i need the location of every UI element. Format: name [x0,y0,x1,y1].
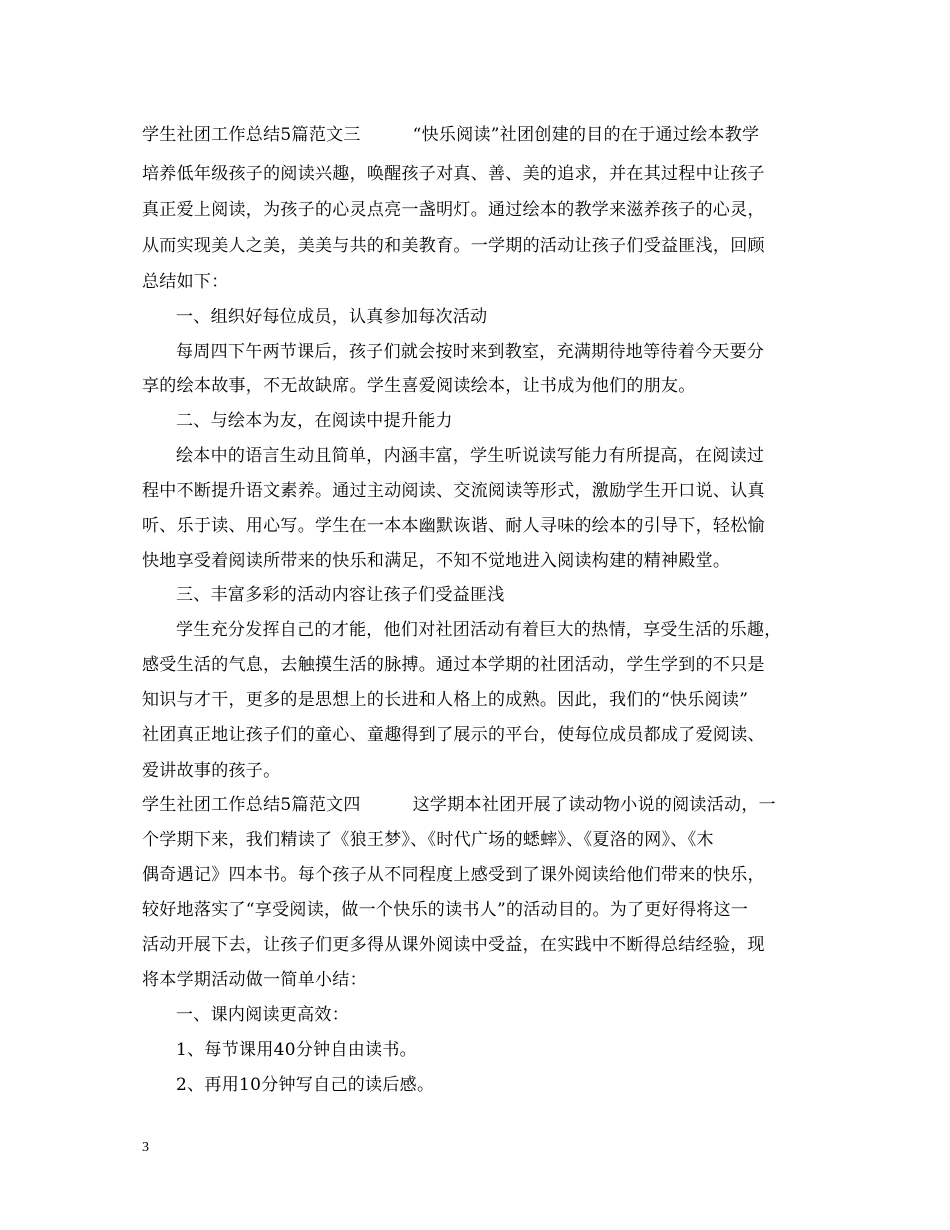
page-number: 3 [142,1140,149,1155]
list-item: 1、每节课用40分钟自由读书。 [176,1040,417,1060]
text-line: 学生社团工作总结5篇范文四 这学期本社团开展了读动物小说的阅读活动，一 [142,795,776,815]
text-line: 个学期下来，我们精读了《狼王梦》、《时代广场的蟋蟀》、《夏洛的网》、《木 [142,830,714,850]
text-line: 享的绘本故事，不无故缺席。学生喜爱阅读绘本，让书成为他们的朋友。 [142,376,696,396]
text-line: 从而实现美人之美，美美与共的和美教育。一学期的活动让孩子们受益匪浅，回顾 [142,236,765,256]
text-line: 较好地落实了“享受阅读，做一个快乐的读书人”的活动目的。为了更好得将这一 [142,900,749,920]
text-line: 学生充分发挥自己的才能，他们对社团活动有着巨大的热情，享受生活的乐趣， [176,620,782,640]
text-line: 快地享受着阅读所带来的快乐和满足，不知不觉地进入阅读构建的精神殿堂。 [142,551,731,571]
text-line: 学生社团工作总结5篇范文三 “快乐阅读”社团创建的目的在于通过绘本教学 [142,125,760,145]
text-line: 程中不断提升语文素养。通过主动阅读、交流阅读等形式，激励学生开口说、认真 [142,481,765,501]
section-heading: 三、丰富多彩的活动内容让孩子们受益匪浅 [176,585,505,605]
text-line: 每周四下午两节课后，孩子们就会按时来到教室，充满期待地等待着今天要分 [176,342,765,362]
text-line: 将本学期活动做一简单小结： [142,970,367,990]
text-line: 真正爱上阅读，为孩子的心灵点亮一盏明灯。通过绘本的教学来滋养孩子的心灵， [142,200,765,220]
text-line: 感受生活的气息，去触摸生活的脉搏。通过本学期的社团活动，学生学到的不只是 [142,655,765,675]
text-line: 知识与才干，更多的是思想上的长进和人格上的成熟。因此，我们的“快乐阅读” [142,690,749,710]
list-item: 2、再用10分钟写自己的读后感。 [176,1075,435,1095]
section-heading: 二、与绘本为友，在阅读中提升能力 [176,411,453,431]
section-heading: 一、组织好每位成员，认真参加每次活动 [176,307,488,327]
section-heading: 一、课内阅读更高效： [176,1005,349,1025]
text-line: 活动开展下去，让孩子们更多得从课外阅读中受益，在实践中不断得总结经验，现 [142,935,765,955]
text-line: 社团真正地让孩子们的童心、童趣得到了展示的平台，使每位成员都成了爱阅读、 [142,725,765,745]
text-line: 培养低年级孩子的阅读兴趣，唤醒孩子对真、善、美的追求，并在其过程中让孩子 [142,164,765,184]
text-line: 总结如下： [142,272,229,292]
text-line: 听、乐于读、用心写。学生在一本本幽默诙谐、耐人寻味的绘本的引导下，轻松愉 [142,516,765,536]
text-line: 绘本中的语言生动且简单，内涵丰富，学生听说读写能力有所提高，在阅读过 [176,446,765,466]
text-line: 爱讲故事的孩子。 [142,761,281,781]
text-line: 偶奇遇记》四本书。每个孩子从不同程度上感受到了课外阅读给他们带来的快乐， [142,865,765,885]
